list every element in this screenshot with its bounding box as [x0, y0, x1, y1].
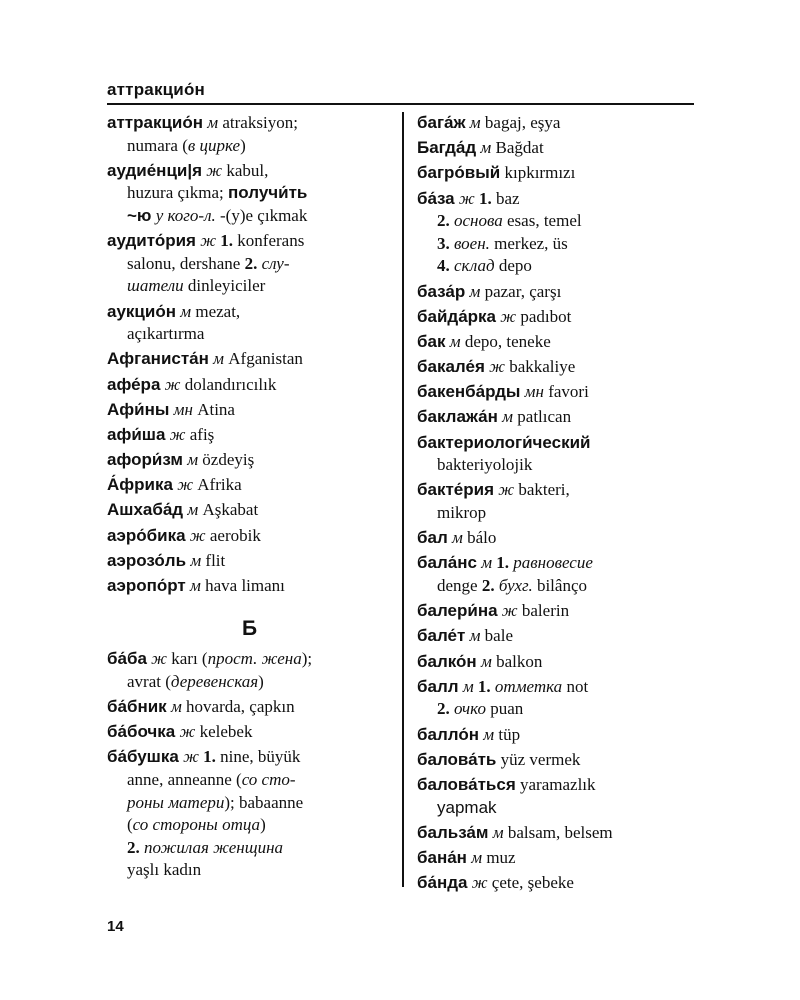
- grammar-label: м: [465, 626, 485, 646]
- right-column: [417, 112, 702, 897]
- dictionary-entry: [417, 331, 702, 354]
- dictionary-entry: [107, 348, 392, 371]
- dictionary-entry: [417, 600, 702, 623]
- headword: аэропо́рт: [107, 576, 186, 595]
- dictionary-entry: [107, 746, 392, 882]
- translation-text: aerobik: [209, 525, 261, 545]
- entry-line: [417, 600, 702, 623]
- translation-text: kabul,: [226, 160, 269, 180]
- grammar-label: м: [208, 349, 229, 369]
- entry-continuation-line: [417, 502, 702, 525]
- grammar-label: м: [182, 450, 203, 470]
- entry-line: [107, 348, 392, 371]
- dictionary-entry: [107, 721, 392, 744]
- sense-number: 1.: [496, 553, 510, 573]
- entry-line: [417, 527, 702, 550]
- entry-line: [107, 230, 392, 253]
- entry-line: [107, 474, 392, 497]
- translation-text: yapmak: [437, 797, 497, 817]
- headword: база́р: [417, 281, 466, 301]
- dictionary-entry: [107, 160, 392, 228]
- sense-number: 2.: [127, 837, 140, 857]
- dictionary-entry: [417, 137, 702, 160]
- entry-line: [417, 774, 702, 797]
- entry-line: [107, 374, 392, 397]
- headword: Афганиста́н: [107, 349, 209, 369]
- translation-text: -(y)e çıkmak: [220, 205, 308, 225]
- grammar-label: м: [445, 331, 465, 351]
- headword: афе́ра: [107, 374, 161, 394]
- grammar-label: м: [478, 724, 499, 744]
- entries-right: [417, 112, 702, 895]
- translation-text: merkez, üs: [489, 233, 568, 253]
- headword: байда́рка: [417, 306, 496, 326]
- translation-text: depo, teneke: [464, 331, 551, 351]
- dictionary-entry: [107, 374, 392, 397]
- entry-continuation-line: [417, 233, 702, 256]
- translation-text: Aşkabat: [202, 500, 259, 520]
- grammar-label: ж: [172, 475, 198, 495]
- italic-gloss: основа: [449, 211, 503, 231]
- translation-text: esas, temel: [502, 211, 582, 231]
- grammar-label: ж: [195, 231, 221, 251]
- italic-gloss: равновесие: [509, 553, 593, 573]
- translation-text: depo: [494, 256, 532, 276]
- dictionary-entry: [417, 527, 702, 550]
- italic-gloss: в цирке: [187, 135, 241, 155]
- entry-line: [417, 651, 702, 674]
- entry-line: [417, 479, 702, 502]
- headword: балова́ться: [417, 774, 516, 794]
- grammar-label: ж: [454, 188, 479, 208]
- italic-gloss: пожилая женщина: [139, 837, 283, 857]
- entry-line: [417, 381, 702, 404]
- headword: баклажа́н: [417, 407, 498, 427]
- dictionary-entry: [417, 356, 702, 379]
- translation-text: karı (: [171, 649, 208, 669]
- headword: багро́вый: [417, 163, 501, 183]
- entries-letter-a: [107, 112, 392, 598]
- entry-continuation-line: [107, 253, 392, 276]
- headword: Багда́д: [417, 138, 477, 158]
- dictionary-entry: [107, 474, 392, 497]
- grammar-label: м: [465, 113, 485, 132]
- headword: ба́нда: [417, 873, 468, 893]
- grammar-label: м: [476, 651, 497, 671]
- grammar-label: ж: [497, 601, 522, 621]
- dictionary-entry: [107, 424, 392, 447]
- italic-gloss: со сто-: [241, 769, 296, 789]
- sense-number: 2.: [481, 576, 495, 595]
- entry-continuation-line: [107, 769, 392, 792]
- translation-text: denge: [437, 576, 482, 595]
- entry-line: [417, 847, 702, 870]
- entry-line: [107, 575, 392, 598]
- translation-text: huzura çıkma;: [127, 183, 229, 203]
- grammar-label: ж: [175, 722, 200, 742]
- entry-line: [107, 112, 392, 135]
- headword: балл: [417, 676, 459, 696]
- translation-text: salonu, dershane: [127, 253, 245, 273]
- grammar-label: м: [476, 138, 496, 158]
- translation-text: mezat,: [195, 301, 241, 321]
- entry-line: [107, 499, 392, 522]
- grammar-label: м: [476, 553, 497, 573]
- entry-continuation-line: [107, 135, 392, 158]
- column-divider: [402, 112, 404, 887]
- italic-gloss: прост. жена: [207, 649, 302, 669]
- translation-text: bilânço: [532, 576, 587, 595]
- dictionary-entry: [417, 774, 702, 819]
- phrase: получи́ть: [228, 183, 308, 203]
- translation-text: dolandırıcılık: [184, 374, 277, 394]
- translation-text: );: [301, 649, 313, 669]
- headword: бал: [417, 528, 448, 548]
- entry-line: [417, 552, 702, 575]
- entry-continuation-line: [107, 837, 392, 860]
- headword: бактериологи́ческий: [417, 432, 591, 452]
- dictionary-entry: [107, 499, 392, 522]
- entry-line: [107, 550, 392, 573]
- running-head-guide-word: аттракцио́н: [107, 80, 206, 99]
- grammar-label: ж: [165, 424, 190, 444]
- entry-line: [417, 112, 702, 135]
- entry-line: [107, 746, 392, 769]
- entry-continuation-line: [417, 797, 702, 820]
- grammar-label: м: [497, 407, 518, 427]
- italic-gloss: роны матери: [127, 792, 225, 812]
- entry-continuation-line: [417, 255, 702, 278]
- headword: А́фрика: [107, 475, 173, 495]
- translation-text: ): [258, 671, 264, 691]
- entry-line: [107, 696, 392, 719]
- entry-line: [417, 162, 702, 185]
- entry-line: [417, 724, 702, 747]
- entry-line: [417, 406, 702, 429]
- entry-continuation-line: [107, 205, 392, 228]
- grammar-label: м: [186, 550, 206, 570]
- entries-letter-b: [107, 648, 392, 882]
- headword: ба́ба: [107, 649, 147, 669]
- translation-text: tüp: [498, 724, 521, 744]
- entry-line: [107, 525, 392, 548]
- entry-continuation-line: [107, 671, 392, 694]
- entry-continuation-line: [107, 814, 392, 837]
- headword: балко́н: [417, 651, 477, 671]
- translation-text: Afganistan: [228, 349, 303, 369]
- italic-gloss: деревенская: [170, 671, 259, 691]
- headword: бальза́м: [417, 822, 489, 842]
- dictionary-entry: [107, 399, 392, 422]
- dictionary-entry: [417, 651, 702, 674]
- dictionary-entry: [417, 306, 702, 329]
- translation-text: baz: [491, 188, 520, 208]
- translation-text: çete, şebeke: [491, 873, 574, 893]
- translation-text: hava limanı: [205, 576, 285, 595]
- dictionary-entry: [417, 625, 702, 648]
- headword: аукцио́н: [107, 301, 176, 321]
- dictionary-entry: [417, 676, 702, 721]
- translation-text: avrat (: [127, 671, 171, 691]
- translation-text: Afrika: [197, 475, 242, 495]
- grammar-label: м: [203, 113, 223, 132]
- translation-text: afiş: [189, 424, 215, 444]
- entry-continuation-line: [107, 275, 392, 298]
- entry-continuation-line: [417, 575, 702, 598]
- translation-text: bale: [484, 626, 513, 646]
- grammar-label: м: [175, 301, 196, 321]
- headword: аэрозо́ль: [107, 550, 187, 570]
- entry-continuation-line: [107, 323, 392, 346]
- translation-text: mikrop: [437, 503, 487, 523]
- grammar-label: ж: [202, 160, 227, 180]
- italic-gloss: у кого-л.: [151, 205, 221, 225]
- grammar-label: м: [185, 576, 206, 595]
- italic-gloss: очко: [449, 699, 486, 719]
- grammar-label: м: [166, 696, 187, 716]
- entry-line: [417, 676, 702, 699]
- entry-line: [107, 449, 392, 472]
- headword: бакале́я: [417, 357, 485, 377]
- headword: ба́бушка: [107, 747, 179, 767]
- headword: афори́зм: [107, 450, 183, 470]
- phrase: ~ю: [127, 205, 152, 225]
- dictionary-entry: [417, 162, 702, 185]
- entry-line: [107, 648, 392, 671]
- grammar-label: ж: [494, 480, 519, 500]
- italic-gloss: склад: [449, 256, 495, 276]
- headword: ба́бочка: [107, 722, 176, 742]
- translation-text: özdeyiş: [202, 450, 255, 470]
- translation-text: açıkartırma: [127, 324, 205, 344]
- entry-line: [107, 160, 392, 183]
- dictionary-entry: [107, 696, 392, 719]
- sense-number: 3.: [437, 233, 450, 253]
- translation-text: flit: [205, 550, 226, 570]
- dictionary-entry: [107, 525, 392, 548]
- italic-gloss: шатели: [127, 276, 184, 296]
- italic-gloss: бухг.: [494, 576, 533, 595]
- sense-number: 1.: [203, 747, 216, 767]
- grammar-label: ж: [484, 357, 510, 377]
- entry-line: [417, 306, 702, 329]
- translation-text: dinleyiciler: [183, 276, 266, 296]
- dictionary-entry: [417, 724, 702, 747]
- translation-text: yüz vermek: [496, 749, 581, 769]
- entry-line: [107, 424, 392, 447]
- italic-gloss: слу-: [257, 253, 290, 273]
- translation-text: kıpkırmızı: [500, 163, 576, 183]
- entry-line: [417, 281, 702, 304]
- section-letter: Б: [241, 616, 258, 640]
- sense-number: 2.: [437, 699, 450, 719]
- headword: аудито́рия: [107, 231, 196, 251]
- translation-text: Atina: [197, 399, 235, 419]
- translation-text: puan: [485, 699, 524, 719]
- translation-text: Bağdat: [495, 138, 544, 158]
- translation-text: numara (: [127, 135, 188, 155]
- entry-line: [417, 188, 702, 211]
- translation-text: balsam, belsem: [507, 822, 613, 842]
- dictionary-entry: [417, 281, 702, 304]
- sense-number: 2.: [244, 253, 258, 273]
- translation-text: pazar, çarşı: [484, 281, 562, 301]
- translation-text: bakkaliye: [509, 357, 576, 377]
- grammar-label: ж: [467, 873, 492, 893]
- grammar-label: м: [465, 281, 485, 301]
- sense-number: 1.: [477, 676, 491, 696]
- translation-text: nine, büyük: [215, 747, 301, 767]
- headword: аттракцио́н: [107, 113, 204, 132]
- entry-line: [417, 432, 702, 455]
- italic-gloss: воен.: [449, 233, 490, 253]
- grammar-label: мн: [169, 399, 198, 419]
- headword: ба́за: [417, 188, 455, 208]
- grammar-label: ж: [178, 747, 204, 767]
- headword: бак: [417, 331, 446, 351]
- translation-text: ); babaanne: [224, 792, 304, 812]
- entry-continuation-line: [107, 792, 392, 815]
- headword: бакте́рия: [417, 480, 494, 500]
- translation-text: not: [562, 676, 589, 696]
- italic-gloss: со стороны отца: [132, 815, 261, 835]
- entry-line: [417, 137, 702, 160]
- left-column: [107, 112, 392, 885]
- translation-text: bakteriyolojik: [437, 455, 533, 475]
- page-number: 14: [107, 918, 124, 935]
- dictionary-entry: [417, 749, 702, 772]
- translation-text: (: [127, 815, 133, 835]
- dictionary-entry: [107, 449, 392, 472]
- headword: бала́нс: [417, 553, 477, 573]
- entry-continuation-line: [107, 182, 392, 205]
- headword: бана́н: [417, 847, 467, 867]
- translation-text: ): [240, 135, 246, 155]
- grammar-label: м: [183, 500, 203, 520]
- translation-text: atraksiyon;: [222, 113, 298, 132]
- translation-text: yaşlı kadın: [127, 860, 202, 880]
- dictionary-entry: [107, 112, 392, 157]
- dictionary-entry: [107, 301, 392, 346]
- grammar-label: мн: [520, 382, 549, 402]
- headword: Афи́ны: [107, 399, 170, 419]
- translation-text: anne, anneanne (: [127, 769, 242, 789]
- translation-text: muz: [486, 847, 516, 867]
- dictionary-entry: [417, 188, 702, 278]
- dictionary-entry: [107, 575, 392, 598]
- entry-continuation-line: [417, 454, 702, 477]
- grammar-label: ж: [160, 374, 185, 394]
- dictionary-entry: [417, 112, 702, 135]
- dictionary-entry: [417, 381, 702, 404]
- translation-text: balerin: [521, 601, 570, 621]
- translation-text: yaramazlık: [515, 774, 596, 794]
- dictionary-entry: [417, 872, 702, 895]
- headword: ба́бник: [107, 696, 167, 716]
- entry-line: [107, 301, 392, 324]
- entry-line: [417, 872, 702, 895]
- headword: аудие́нци|я: [107, 160, 203, 180]
- headword: Ашхаба́д: [107, 500, 184, 520]
- dictionary-entry: [417, 406, 702, 429]
- entry-line: [417, 625, 702, 648]
- grammar-label: м: [488, 822, 508, 842]
- translation-text: kelebek: [199, 722, 253, 742]
- translation-text: patlıcan: [517, 407, 572, 427]
- headword: бага́ж: [417, 113, 466, 132]
- grammar-label: ж: [146, 649, 172, 669]
- entry-line: [417, 331, 702, 354]
- sense-number: 1.: [478, 188, 492, 208]
- entry-continuation-line: [107, 859, 392, 882]
- sense-number: 4.: [437, 256, 450, 276]
- translation-text: konferans: [233, 231, 305, 251]
- dictionary-entry: [417, 822, 702, 845]
- grammar-label: ж: [496, 306, 521, 326]
- translation-text: bálo: [467, 528, 497, 548]
- headword: афи́ша: [107, 424, 166, 444]
- entry-line: [107, 721, 392, 744]
- headword: бале́т: [417, 626, 466, 646]
- header-rule: [107, 103, 694, 105]
- headword: бакенба́рды: [417, 382, 521, 402]
- translation-text: ): [260, 815, 266, 835]
- entry-line: [417, 356, 702, 379]
- sense-number: 1.: [220, 231, 234, 251]
- grammar-label: м: [458, 676, 478, 696]
- translation-text: balkon: [496, 651, 543, 671]
- grammar-label: м: [447, 528, 468, 548]
- entry-line: [107, 399, 392, 422]
- translation-text: bagaj, eşya: [484, 113, 561, 132]
- translation-text: bakteri,: [518, 480, 570, 500]
- entry-line: [417, 749, 702, 772]
- grammar-label: м: [466, 847, 487, 867]
- dictionary-entry: [107, 230, 392, 298]
- headword: балери́на: [417, 601, 498, 621]
- headword: балова́ть: [417, 749, 497, 769]
- headword: балло́н: [417, 724, 479, 744]
- dictionary-entry: [107, 648, 392, 693]
- sense-number: 2.: [437, 211, 450, 231]
- headword: аэро́бика: [107, 525, 186, 545]
- dictionary-entry: [417, 432, 702, 477]
- dictionary-entry: [417, 479, 702, 524]
- italic-gloss: отметка: [490, 676, 563, 696]
- grammar-label: ж: [185, 525, 210, 545]
- translation-text: favori: [548, 382, 589, 402]
- dictionary-entry: [417, 847, 702, 870]
- entry-continuation-line: [417, 210, 702, 233]
- dictionary-entry: [107, 550, 392, 573]
- dictionary-entry: [417, 552, 702, 597]
- translation-text: hovarda, çapkın: [186, 696, 295, 716]
- entry-continuation-line: [417, 698, 702, 721]
- translation-text: padıbot: [520, 306, 572, 326]
- entry-line: [417, 822, 702, 845]
